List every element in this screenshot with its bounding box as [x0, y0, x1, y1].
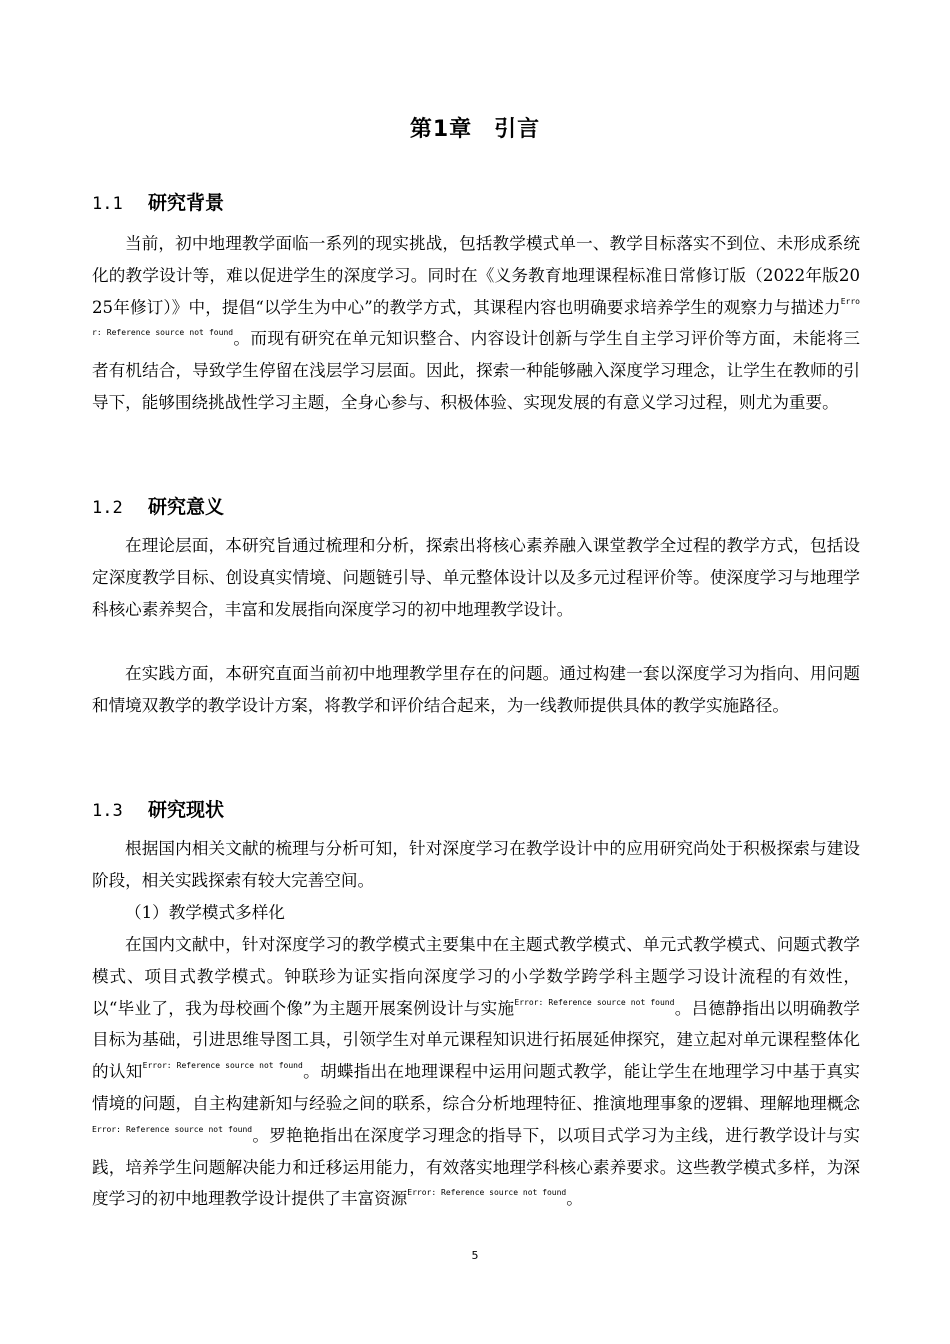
section-number: 1.1 [92, 194, 123, 214]
citation-error: Error: Reference source not found [92, 1124, 253, 1134]
page-number: 5 [471, 1249, 479, 1262]
chapter-title-text: 引言 [494, 117, 541, 142]
subheading-teaching-modes: （1）教学模式多样化 [125, 903, 285, 922]
section-title: 研究背景 [148, 192, 225, 214]
paragraph-research-status-intro: 根据国内相关文献的梳理与分析可知，针对深度学习在教学设计中的应用研究尚处于积极探索与建设阶段，相关实践探索有较大完善空间。 [92, 839, 860, 890]
citation-error: Error: Reference source not found [407, 1188, 567, 1198]
section-heading-1-1 [92, 188, 224, 215]
section-heading-1-3 [92, 795, 224, 822]
chapter-title [0, 112, 950, 143]
paragraph-practice-significance: 在实践方面，本研究直面当前初中地理教学里存在的问题。通过构建一套以深度学习为指向、用问题和情境双教学的教学设计方案，将教学和评价结合起来，为一线教师提供具体的教学实施路径。 [92, 664, 860, 715]
section-heading-1-2 [92, 492, 224, 519]
paragraph-theory-significance: 在理论层面，本研究旨通过梳理和分析，探索出将核心素养融入课堂教学全过程的教学方式，包括设定深度教学目标、创设真实情境、问题链引导、单元整体设计以及多元过程评价等。使深度学习与地理学科核心素养契合，丰富和发展指向深度学习的初中地理教学设计。 [92, 536, 860, 619]
citation-error: Error: Reference source not found [514, 997, 675, 1007]
paragraph-teaching-modes: 在国内文献中，针对深度学习的教学模式主要集中在主题式教学模式、单元式教学模式、问题式教学模式、项目式教学模式。钟联珍为证实指向深度学习的小学数学跨学科主题学习设计流程的有效性，以“毕业了，我为母校画个像”为主题开展案例设计与实施$^{Error: Reference source not found}$。吕德静指出以明确教学目标为基础，引进思维导图工具，引领学生对单元课程知识进行拓展延伸探究，建立起对单元课程整体化的认知$^{Error: Reference source not found}$。胡蝶指出在地理课程中运用问题式教学，能让学生在地理学习中基于真实情境的问题，自主构建新知与经验之间的联系，综合分析地理特征、推演地理事象的逻辑、理解地理概念$^{Error: Reference source not found}$。罗艳艳指出在深度学习理念的指导下，以项目式学习为主线，进行教学设计与实践，培养学生问题解决能力和迁移运用能力，有效落实地理学科核心素养要求。这些教学模式多样，为深度学习的初中地理教学设计提供了丰富资源$^{Error: Reference source not found}$。 [92, 935, 861, 1209]
citation-error: Error: Reference source not found [142, 1061, 303, 1071]
section-number: 1.3 [92, 801, 123, 821]
citation-error: Error: Reference source not found [92, 296, 860, 338]
section-number: 1.2 [92, 498, 123, 518]
chapter-number: 第1章 [409, 117, 473, 142]
paragraph-research-background: 当前，初中地理教学面临一系列的现实挑战，包括教学模式单一、教学目标落实不到位、未形成系统化的教学设计等，难以促进学生的深度学习。同时在《义务教育地理课程标准日常修订版（2022年版2025年修订）》中，提倡“以学生为中心”的教学方式，其课程内容也明确要求培养学生的观察力与描述力$^{Error: Reference source not found}$。而现有研究在单元知识整合、内容设计创新与学生自主学习评价等方面，未能将三者有机结合，导致学生停留在浅层学习层面。因此，探索一种能够融入深度学习理念，让学生在教师的引导下，能够围绕挑战性学习主题，全身心参与、积极体验、实现发展的有意义学习过程，则尤为重要。 [92, 234, 860, 412]
section-title: 研究意义 [148, 496, 225, 518]
section-title: 研究现状 [148, 799, 225, 821]
